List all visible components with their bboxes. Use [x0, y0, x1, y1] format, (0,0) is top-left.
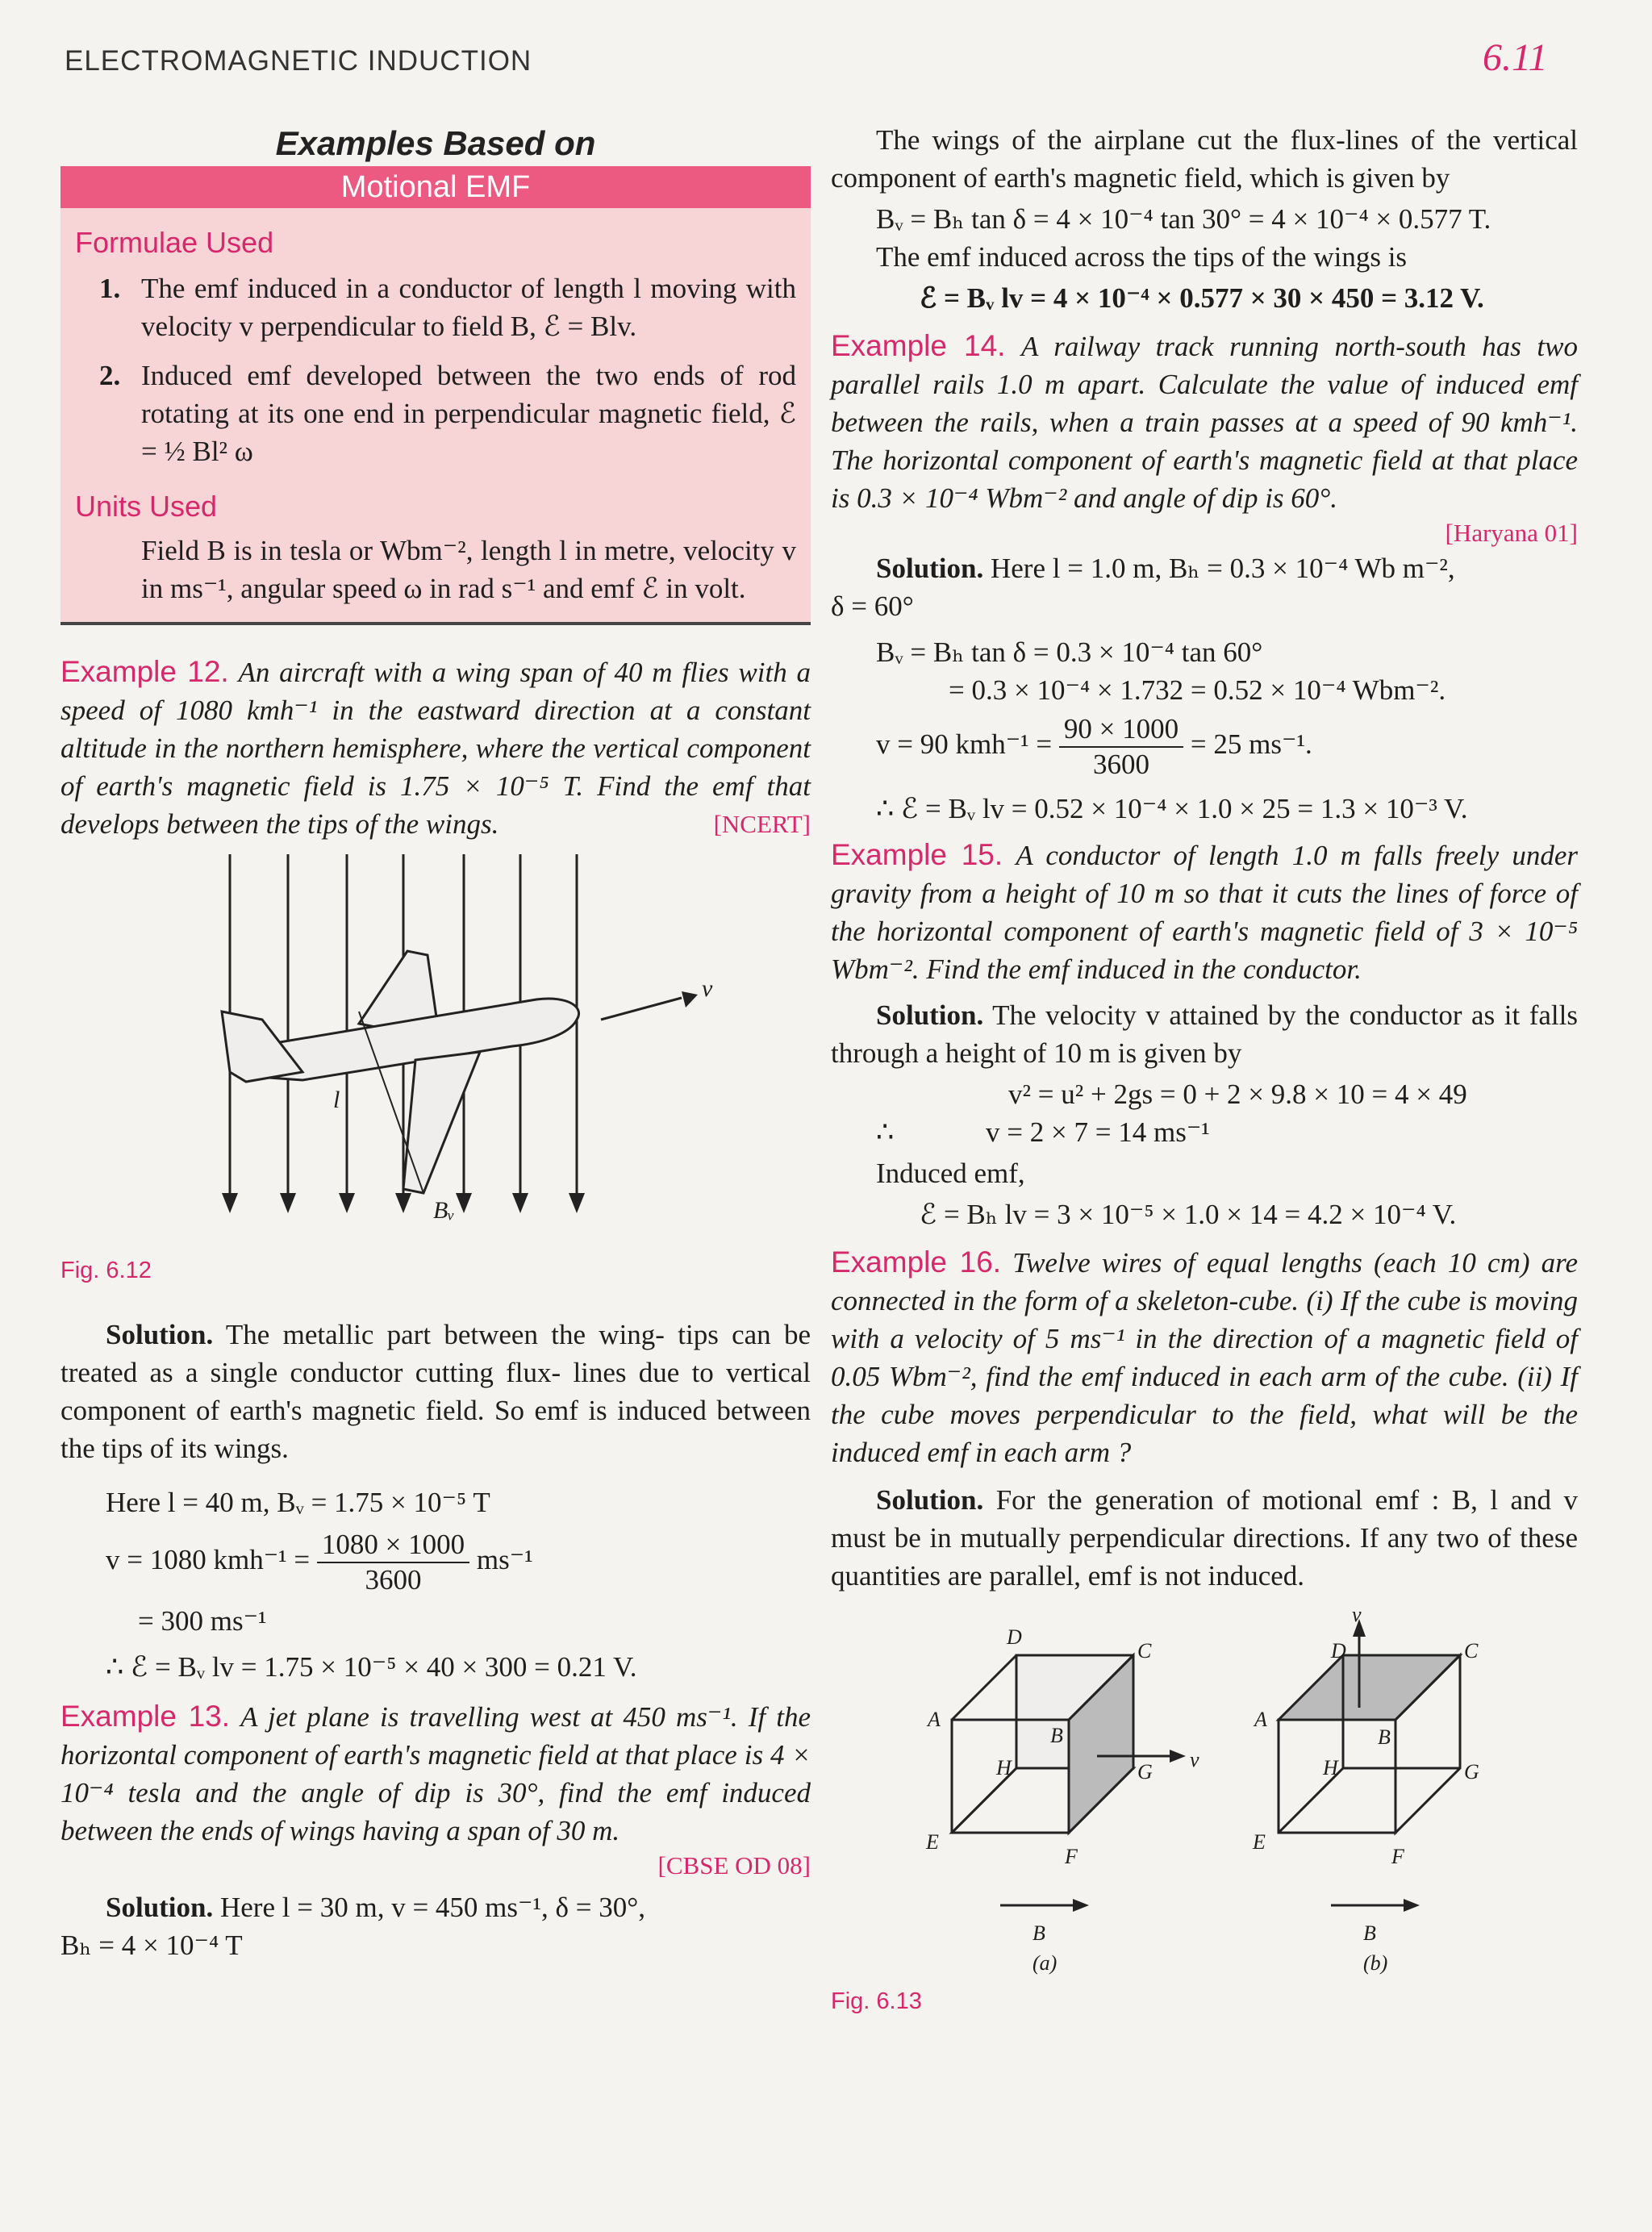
- example-label: Example 13.: [60, 1700, 231, 1733]
- solution-13: [60, 1888, 811, 1926]
- formula-number: 1.: [99, 273, 121, 304]
- vertex-label: B: [1050, 1724, 1063, 1747]
- units-heading: Units Used: [75, 490, 218, 523]
- left-column: [60, 121, 811, 1964]
- paragraph: The emf induced across the tips of the wings is: [876, 241, 1408, 273]
- equation-line: [876, 712, 1578, 782]
- example-text: An aircraft with a wing span of 40 m flies with a speed of 1080 kmh⁻¹ in the eastward direction at a constant altitude in the northern hemisphere, where the vertical component of earth's magnetic field is 1.75 × 10⁻⁵ T. Find the emf that develops between the tips of the wings.: [60, 657, 811, 840]
- fraction: [317, 1528, 469, 1597]
- example-text: Twelve wires of equal lengths (each 10 cm) are connected in the form of a skeleton-cube. (i) If the cube is moving with a velocity of 5 ms⁻¹ in the direction of a magnetic field of 0.05 Wbm⁻², find the emf induced in each arm of the cube. (ii) If the cube moves perpendicular to the field, what will be the induced emf in each arm ?: [831, 1247, 1578, 1468]
- equation-line: = 300 ms⁻¹: [138, 1605, 267, 1637]
- formula-item-1: [99, 269, 796, 345]
- vertex-label: C: [1464, 1639, 1479, 1663]
- equation-lhs: v = 1080 kmh⁻¹ =: [106, 1544, 311, 1576]
- example-label: Example 14.: [831, 329, 1006, 362]
- equation-lhs: v = 90 kmh⁻¹ =: [876, 728, 1053, 761]
- box-title: Examples Based on: [275, 124, 596, 162]
- vertex-label: G: [1137, 1760, 1153, 1784]
- equation-line: Here l = 40 m, Bᵥ = 1.75 × 10⁻⁵ T: [106, 1487, 490, 1518]
- solution-label: Solution.: [876, 999, 984, 1031]
- figure-caption: Fig. 6.13: [831, 1988, 922, 2014]
- vertex-label: H: [1323, 1756, 1338, 1779]
- formula-list: [60, 269, 811, 470]
- numerator: 1080 × 1000: [317, 1528, 469, 1563]
- example-12: [60, 653, 811, 843]
- vertex-label: C: [1137, 1639, 1152, 1663]
- equation-line: Bₕ = 4 × 10⁻⁴ T: [60, 1930, 243, 1961]
- source-tag: [Haryana 01]: [1445, 519, 1578, 547]
- figure-caption: Fig. 6.12: [60, 1258, 152, 1283]
- solution-15: [831, 996, 1578, 1072]
- page-number: 6.11: [1483, 36, 1548, 79]
- vertex-label: H: [996, 1756, 1012, 1779]
- solution-14: [831, 549, 1578, 587]
- equation-line: Induced emf,: [876, 1158, 1025, 1189]
- example-text: A railway track running north-south has two parallel rails 1.0 m apart. Calculate the value of induced emf between the rails, when a train passes at a speed of 90 kmh⁻¹. The horizontal component of earth's magnetic field at that place is 0.3 × 10⁻⁴ Wbm⁻² and angle of dip is 60°.: [831, 331, 1578, 514]
- velocity-label: v: [1190, 1748, 1199, 1771]
- field-label: B: [1363, 1921, 1376, 1945]
- formula-text: Induced emf developed between the two ends of rod rotating at its one end in perpendicular magnetic field, ℰ = ½ Bl² ω: [141, 360, 796, 467]
- page-header: [0, 0, 1652, 113]
- solution-label: Solution.: [876, 553, 984, 584]
- equation-line: ℰ = Bₕ lv = 3 × 10⁻⁵ × 1.0 × 14 = 4.2 × 10⁻⁴ V.: [920, 1199, 1457, 1230]
- right-column: [831, 121, 1578, 2022]
- vertex-label: D: [1331, 1639, 1346, 1663]
- vertex-label: F: [1391, 1845, 1404, 1868]
- equation-line: = 0.3 × 10⁻⁴ × 1.732 = 0.52 × 10⁻⁴ Wbm⁻².: [949, 674, 1446, 706]
- vertex-label: E: [1253, 1830, 1266, 1854]
- vertex-label: E: [926, 1830, 939, 1854]
- unit: ms⁻¹: [476, 1544, 533, 1576]
- formula-number: 2.: [99, 360, 121, 391]
- numerator: 90 × 1000: [1059, 712, 1183, 748]
- paragraph: The wings of the airplane cut the flux-lines of the vertical component of earth's magnetic field, which is given by: [831, 124, 1578, 194]
- example-text: A conductor of length 1.0 m falls freely under gravity from a height of 10 m so that it cuts the lines of force of the horizontal component of earth's magnetic field of 3 × 10⁻⁵ Wbm⁻². Find the emf induced in the conductor.: [831, 840, 1579, 985]
- vertex-label: D: [1007, 1625, 1022, 1649]
- vertex-label: B: [1378, 1725, 1391, 1749]
- denominator: 3600: [1093, 749, 1150, 780]
- solution-text: Here l = 30 m, v = 450 ms⁻¹, δ = 30°,: [220, 1892, 645, 1923]
- equation-line: Bᵥ = Bₕ tan δ = 4 × 10⁻⁴ tan 30° = 4 × 10⁻⁴ × 0.577 T.: [876, 203, 1491, 235]
- solution-text: Here l = 1.0 m, Bₕ = 0.3 × 10⁻⁴ Wb m⁻²,: [991, 553, 1455, 584]
- formula-item-2: [99, 357, 796, 470]
- example-text: A jet plane is travelling west at 450 ms⁻¹. If the horizontal component of earth's magnetic field at that place is 4 × 10⁻⁴ tesla and the angle of dip is 30°, find the emf induced between the ends of wings having a span of 30 m.: [60, 1701, 811, 1846]
- solution-label: Solution.: [876, 1484, 984, 1516]
- subfigure-label: (a): [1032, 1951, 1058, 1975]
- example-14: [831, 327, 1578, 517]
- vertex-label: F: [1065, 1845, 1078, 1868]
- subfigure-label: (b): [1363, 1951, 1388, 1975]
- box-band: Motional EMF: [60, 166, 811, 208]
- example-label: Example 12.: [60, 655, 229, 688]
- equation-line: Bᵥ = Bₕ tan δ = 0.3 × 10⁻⁴ tan 60°: [876, 636, 1263, 668]
- vertex-label: A: [1254, 1708, 1267, 1731]
- example-label: Example 16.: [831, 1245, 1002, 1279]
- length-label: l: [333, 1087, 340, 1113]
- equation-line: δ = 60°: [831, 590, 914, 622]
- solution-label: Solution.: [106, 1319, 214, 1350]
- vertex-label: G: [1464, 1760, 1479, 1784]
- solution-16: [831, 1481, 1578, 1595]
- figure-6-12: [60, 854, 811, 1282]
- solution-text: For the generation of motional emf : B, l and v must be in mutually perpendicular directions. If any two of these quantities are parallel, emf is not induced.: [831, 1484, 1579, 1592]
- field-label: Bᵥ: [433, 1197, 455, 1224]
- units-text: Field B is in tesla or Wbm⁻², length l in metre, velocity v in ms⁻¹, angular speed ω in rad s⁻¹ and emf ℰ in volt.: [141, 535, 796, 604]
- solution-label: Solution.: [106, 1892, 214, 1923]
- fraction: [1059, 712, 1183, 782]
- example-16: [831, 1243, 1578, 1471]
- equation-line: ∴ v = 2 × 7 = 14 ms⁻¹: [876, 1116, 1210, 1148]
- equation-line: v² = u² + 2gs = 0 + 2 × 9.8 × 10 = 4 × 49: [1008, 1078, 1467, 1110]
- running-head: ELECTROMAGNETIC INDUCTION: [65, 45, 532, 77]
- solution-text: The velocity v attained by the conductor as it falls through a height of 10 m is given by: [831, 999, 1578, 1069]
- equation-line: ∴ ℰ = Bᵥ lv = 1.75 × 10⁻⁵ × 40 × 300 = 0.21 V.: [106, 1651, 637, 1683]
- example-15: [831, 836, 1578, 988]
- formulae-heading: Formulae Used: [75, 226, 274, 259]
- velocity-label: v: [702, 975, 713, 1002]
- example-label: Example 15.: [831, 838, 1003, 871]
- formula-text: The emf induced in a conductor of length l moving with velocity v perpendicular to field B, ℰ = Blv.: [141, 273, 796, 342]
- equation-line: ℰ = Bᵥ lv = 4 × 10⁻⁴ × 0.577 × 30 × 450 = 3.12 V.: [920, 282, 1484, 314]
- source-tag: [CBSE OD 08]: [657, 1851, 811, 1879]
- vertex-label: A: [928, 1708, 941, 1731]
- denominator: 3600: [365, 1564, 422, 1596]
- solution-12: [60, 1316, 811, 1467]
- formula-box: [60, 166, 811, 625]
- equation-line: ∴ ℰ = Bᵥ lv = 0.52 × 10⁻⁴ × 1.0 × 25 = 1.3 × 10⁻³ V.: [876, 793, 1468, 824]
- example-13: [60, 1697, 811, 1850]
- figure-6-13: [831, 1603, 1578, 2022]
- equation-rhs: = 25 ms⁻¹.: [1190, 728, 1312, 761]
- velocity-label: v: [1352, 1603, 1362, 1626]
- equation-line: [106, 1528, 811, 1597]
- field-label: B: [1032, 1921, 1045, 1945]
- source-tag: [NCERT]: [713, 810, 811, 838]
- solution-text: The metallic part between the wing- tips can be treated as a single conductor cutting flux- lines due to vertical component of earth's magnetic field. So emf is induced between the tips of its wings.: [60, 1319, 811, 1464]
